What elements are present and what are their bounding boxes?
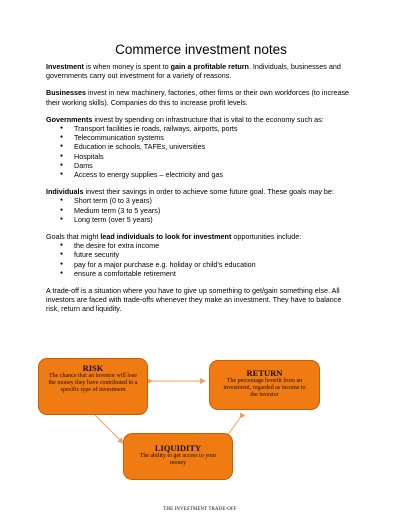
page-title: Commerce investment notes bbox=[115, 42, 287, 57]
arrow-risk-liquidity bbox=[95, 415, 123, 443]
list-item: ● Short term (0 to 3 years) bbox=[60, 196, 356, 205]
risk-box bbox=[38, 358, 148, 415]
term-lead-individuals: lead individuals to look for investment bbox=[100, 232, 232, 242]
text: invest in new machinery, factories, other firms or their own workforces (to increase their working skills). Companies do this to increase profit levels. bbox=[46, 88, 350, 107]
liquidity-description: The ability to get access to your money bbox=[139, 453, 217, 466]
list-item: ● ensure a comfortable retirement bbox=[60, 269, 356, 278]
list-item: ● Long term (over 5 years) bbox=[60, 215, 356, 224]
list-item: ● Dams bbox=[60, 161, 356, 170]
list-item: ● Education ie schools, TAFEs, universities bbox=[60, 142, 356, 151]
term-investment: Investment bbox=[46, 62, 84, 71]
text: invest by spending on infrastructure that is vital to the economy such as: bbox=[92, 114, 324, 124]
trade-off-diagram bbox=[0, 350, 400, 518]
text: . Individuals, businesses and governments carry out investment for a variety of reasons. bbox=[46, 62, 341, 81]
return-box bbox=[209, 360, 320, 410]
diagram-caption: THE INVESTMENT TRADE-OFF bbox=[163, 507, 237, 512]
paragraph-trade-off: A trade-off is a situation where you have to give up something to get/gain something else. All investors are faced with trade-offs whenever they make an investment. They have to balance risk, return and liquidity. bbox=[46, 286, 342, 314]
list-item: ● Hospitals bbox=[60, 152, 356, 161]
risk-title: RISK bbox=[82, 363, 104, 373]
text: is when money is spent to bbox=[83, 62, 171, 71]
term-profitable-return: gain a profitable return bbox=[170, 62, 249, 71]
term-governments: Governments bbox=[46, 114, 93, 124]
liquidity-title: LIQUIDITY bbox=[154, 443, 202, 453]
text: Goals that might bbox=[46, 232, 101, 242]
list-item: ● Telecommunication systems bbox=[60, 133, 356, 142]
goals-list bbox=[60, 241, 356, 278]
liquidity-box bbox=[123, 433, 233, 480]
return-title: RETURN bbox=[246, 368, 283, 378]
list-item: ● Access to energy supplies – electricity and gas bbox=[60, 170, 356, 179]
paragraph-businesses bbox=[46, 88, 356, 106]
return-description: The percentage benefit from an investment, regarded as income to the investor bbox=[223, 378, 306, 398]
individual-goals-list bbox=[60, 196, 356, 224]
text: opportunities include: bbox=[231, 232, 302, 242]
list-item: ● Medium term (3 to 5 years) bbox=[60, 206, 356, 215]
text: invest their savings in order to achieve some future goal. These goals may be: bbox=[83, 187, 334, 197]
list-item: ● future security bbox=[60, 250, 356, 259]
term-businesses: Businesses bbox=[46, 88, 86, 98]
list-item: ● pay for a major purchase e.g. holiday or child’s education bbox=[60, 260, 356, 269]
government-list bbox=[60, 124, 356, 179]
paragraph-governments bbox=[46, 115, 356, 124]
term-individuals: Individuals bbox=[46, 187, 84, 197]
list-item: ● the desire for extra income bbox=[60, 241, 356, 250]
paragraph-investment bbox=[46, 62, 356, 80]
paragraph-individuals bbox=[46, 187, 356, 196]
risk-description: The chance that an investor will lose the money they have contributed to a specific type of investment bbox=[48, 373, 138, 393]
paragraph-goals bbox=[46, 232, 356, 241]
list-item: ● Transport facilities ie roads, railways, airports, ports bbox=[60, 124, 356, 133]
